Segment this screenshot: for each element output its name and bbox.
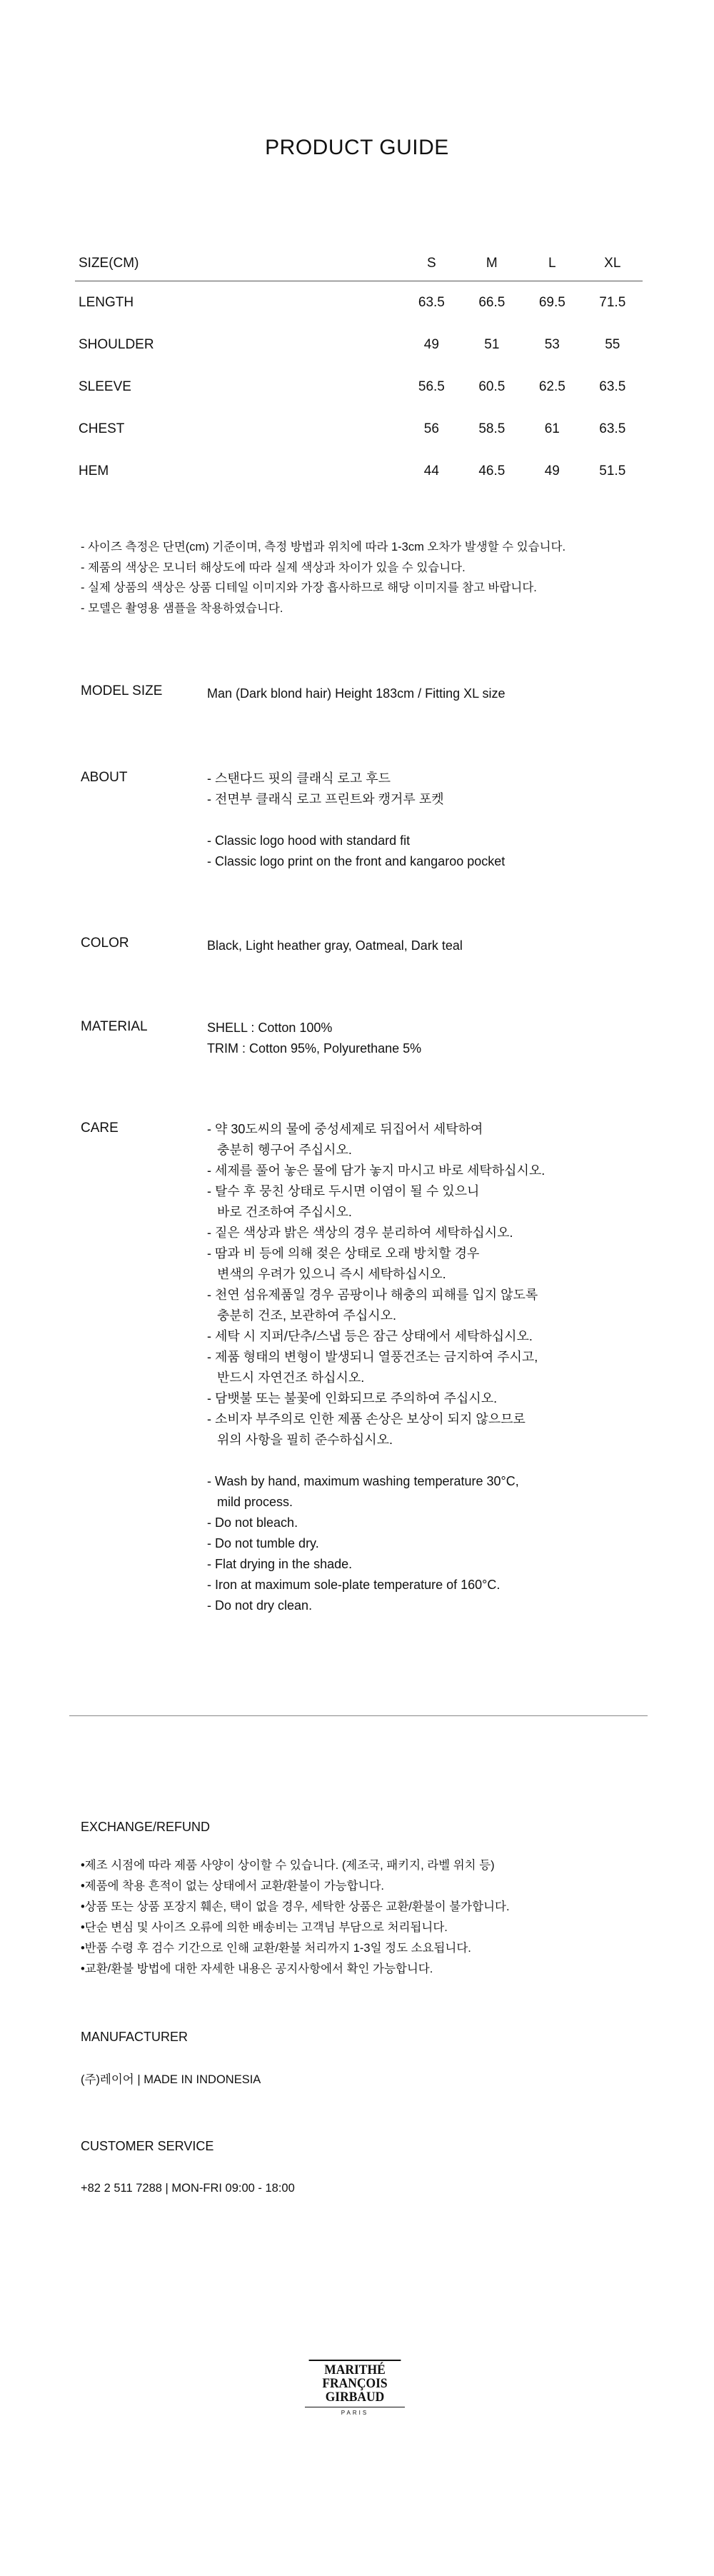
model-size-value xyxy=(207,683,650,704)
logo-paris: PARIS xyxy=(305,2407,405,2416)
size-cell: 63.5 xyxy=(599,421,626,436)
color-value: Black, Light heather gray, Oatmeal, Dark teal xyxy=(207,938,463,953)
size-row-hem xyxy=(75,450,643,492)
care-line: 위의 사항을 필히 준수하십시오. xyxy=(217,1433,393,1447)
care-line: - Flat drying in the shade. xyxy=(207,1557,353,1571)
model-size-text: Man (Dark blond hair) Height 183cm / Fitting XL size xyxy=(207,686,506,701)
size-header-l: L xyxy=(548,256,556,271)
care-line: - 천연 섬유제품일 경우 곰팡이나 해충의 피해를 입지 않도록 xyxy=(207,1288,538,1302)
size-row-sleeve xyxy=(75,366,643,408)
color-body xyxy=(207,936,650,956)
care-line: - Do not bleach. xyxy=(207,1515,298,1530)
about-spacer xyxy=(207,810,650,831)
customer-service-body xyxy=(81,2178,666,2199)
care-line: - 담뱃불 또는 불꽃에 인화되므로 주의하여 주십시오. xyxy=(207,1391,498,1405)
about-line: - 스탠다드 핏의 클래식 로고 후드 xyxy=(207,771,391,786)
exchange-line: •단순 변심 및 사이즈 오류에 의한 배송비는 고객님 부담으로 처리됩니다. xyxy=(81,1921,448,1934)
care-line: - Do not tumble dry. xyxy=(207,1536,319,1550)
customer-service-label: CUSTOMER SERVICE xyxy=(81,2139,214,2153)
size-cell: 44 xyxy=(423,463,439,478)
page-title: PRODUCT GUIDE xyxy=(265,136,449,159)
size-header-s: S xyxy=(427,256,436,271)
size-cell: 60.5 xyxy=(478,379,506,394)
size-cell: 58.5 xyxy=(478,421,506,436)
size-cell: 56.5 xyxy=(418,379,445,394)
size-header-m: M xyxy=(486,256,498,271)
exchange-line: •제품에 착용 흔적이 없는 상태에서 교환/환불이 가능합니다. xyxy=(81,1880,384,1893)
exchange-line: •반품 수령 후 검수 기간으로 인해 교환/환불 처리까지 1-3일 정도 소요됩니다. xyxy=(81,1942,471,1955)
exchange-label: EXCHANGE/REFUND xyxy=(81,1820,211,1834)
exchange-line: •제조 시점에 따라 제품 사양이 상이할 수 있습니다. (제조국, 패키지, 라벨 위치 등) xyxy=(81,1859,495,1872)
care-line: - Do not dry clean. xyxy=(207,1598,313,1613)
color-label: COLOR xyxy=(81,936,129,951)
size-cell: 49 xyxy=(423,336,439,352)
size-row-label: CHEST xyxy=(79,421,125,436)
size-cell: 46.5 xyxy=(478,463,506,478)
care-line: - 짙은 색상과 밝은 색상의 경우 분리하여 세탁하십시오. xyxy=(207,1226,513,1240)
size-cell: 53 xyxy=(544,336,560,352)
size-cell: 63.5 xyxy=(418,294,445,310)
size-cell: 51 xyxy=(484,336,500,352)
manufacturer-body xyxy=(81,2070,666,2090)
size-cell: 69.5 xyxy=(538,294,565,310)
care-line: - 약 30도씨의 물에 중성세제로 뒤집어서 세탁하여 xyxy=(207,1122,483,1136)
manufacturer-value: (주)레이어 | MADE IN INDONESIA xyxy=(81,2073,261,2086)
material-body xyxy=(207,1018,650,1059)
size-row-length xyxy=(75,281,643,324)
manufacturer-label: MANUFACTURER xyxy=(81,2030,188,2044)
note-line: - 실제 상품의 색상은 상품 디테일 이미지와 가장 흡사하므로 해당 이미지를 참고 바랍니다. xyxy=(81,581,537,594)
logo-line: MARITHÉ xyxy=(309,2360,401,2377)
size-table xyxy=(75,246,643,492)
size-notes xyxy=(81,537,652,618)
size-cell: 62.5 xyxy=(538,379,565,394)
about-line: - Classic logo print on the front and kangaroo pocket xyxy=(207,854,506,868)
size-row-chest xyxy=(75,408,643,450)
material-line: SHELL : Cotton 100% xyxy=(207,1021,333,1035)
size-row-label: SHOULDER xyxy=(79,336,154,352)
logo-line: FRANÇOIS xyxy=(322,2376,388,2391)
exchange-body xyxy=(81,1855,666,1980)
size-row-shoulder xyxy=(75,324,643,366)
care-line: - Wash by hand, maximum washing temperature 30°C, xyxy=(207,1474,519,1488)
size-cell: 71.5 xyxy=(599,294,626,310)
exchange-line: •상품 또는 상품 포장지 훼손, 택이 없을 경우, 세탁한 상품은 교환/환불이 불가합니다. xyxy=(81,1900,510,1913)
size-cell: 63.5 xyxy=(599,379,626,394)
material-label: MATERIAL xyxy=(81,1019,148,1034)
size-cell: 55 xyxy=(605,336,620,352)
material-line: TRIM : Cotton 95%, Polyurethane 5% xyxy=(207,1041,422,1056)
size-cell: 56 xyxy=(423,421,439,436)
size-row-label: HEM xyxy=(79,463,109,478)
care-body xyxy=(207,1119,650,1616)
size-cell: 61 xyxy=(544,421,560,436)
care-line: - 탈수 후 뭉친 상태로 두시면 이염이 될 수 있으니 xyxy=(207,1184,480,1198)
about-line: - Classic logo hood with standard fit xyxy=(207,833,411,848)
care-line: 바로 건조하여 주십시오. xyxy=(217,1205,352,1219)
care-line: - 땀과 비 등에 의해 젖은 상태로 오래 방치할 경우 xyxy=(207,1246,480,1261)
note-line: - 모델은 촬영용 샘플을 착용하였습니다. xyxy=(81,601,283,615)
care-spacer xyxy=(207,1450,650,1471)
about-line: - 전면부 클래식 로고 프린트와 캥거루 포켓 xyxy=(207,792,444,806)
care-line: 반드시 자연건조 하십시오. xyxy=(217,1370,365,1385)
size-cell: 66.5 xyxy=(478,294,506,310)
exchange-line: •교환/환불 방법에 대한 자세한 내용은 공지사항에서 확인 가능합니다. xyxy=(81,1963,433,1975)
care-line: 충분히 헹구어 주십시오. xyxy=(217,1143,352,1157)
about-label: ABOUT xyxy=(81,770,128,785)
note-line: - 사이즈 측정은 단면(cm) 기준이며, 측정 방법과 위치에 따라 1-3cm 오차가 발생할 수 있습니다. xyxy=(81,541,566,553)
size-header-xl: XL xyxy=(604,256,621,271)
customer-service-value: +82 2 511 7288 | MON-FRI 09:00 - 18:00 xyxy=(81,2182,295,2195)
model-size-label: MODEL SIZE xyxy=(81,683,163,698)
care-line: - 세제를 풀어 놓은 물에 담가 놓지 마시고 바로 세탁하십시오. xyxy=(207,1163,545,1178)
care-line: - 제품 형태의 변형이 발생되니 열풍건조는 금지하여 주시고, xyxy=(207,1350,538,1364)
care-label: CARE xyxy=(81,1121,119,1136)
care-line: - 세탁 시 지퍼/단추/스냅 등은 잠근 상태에서 세탁하십시오. xyxy=(207,1329,533,1343)
logo-line: GIRBAUD xyxy=(325,2390,385,2405)
size-cell: 49 xyxy=(544,463,560,478)
size-row-label: LENGTH xyxy=(79,294,134,310)
care-line: - 소비자 부주의로 인한 제품 손상은 보상이 되지 않으므로 xyxy=(207,1412,526,1426)
care-line: 변색의 우려가 있으니 즉시 세탁하십시오. xyxy=(217,1267,446,1281)
size-header-label: SIZE(CM) xyxy=(79,256,139,271)
size-cell: 51.5 xyxy=(599,463,626,478)
care-line: mild process. xyxy=(217,1495,293,1509)
section-divider xyxy=(69,1715,648,1716)
size-row-label: SLEEVE xyxy=(79,379,131,394)
brand-logo xyxy=(305,2360,405,2417)
note-line: - 제품의 색상은 모니터 해상도에 따라 실제 색상과 차이가 있을 수 있습니다. xyxy=(81,561,466,574)
care-line: 충분히 건조, 보관하여 주십시오. xyxy=(217,1308,397,1323)
care-line: - Iron at maximum sole-plate temperature of 160°C. xyxy=(207,1578,501,1592)
about-body xyxy=(207,768,650,872)
size-table-header xyxy=(75,246,643,281)
